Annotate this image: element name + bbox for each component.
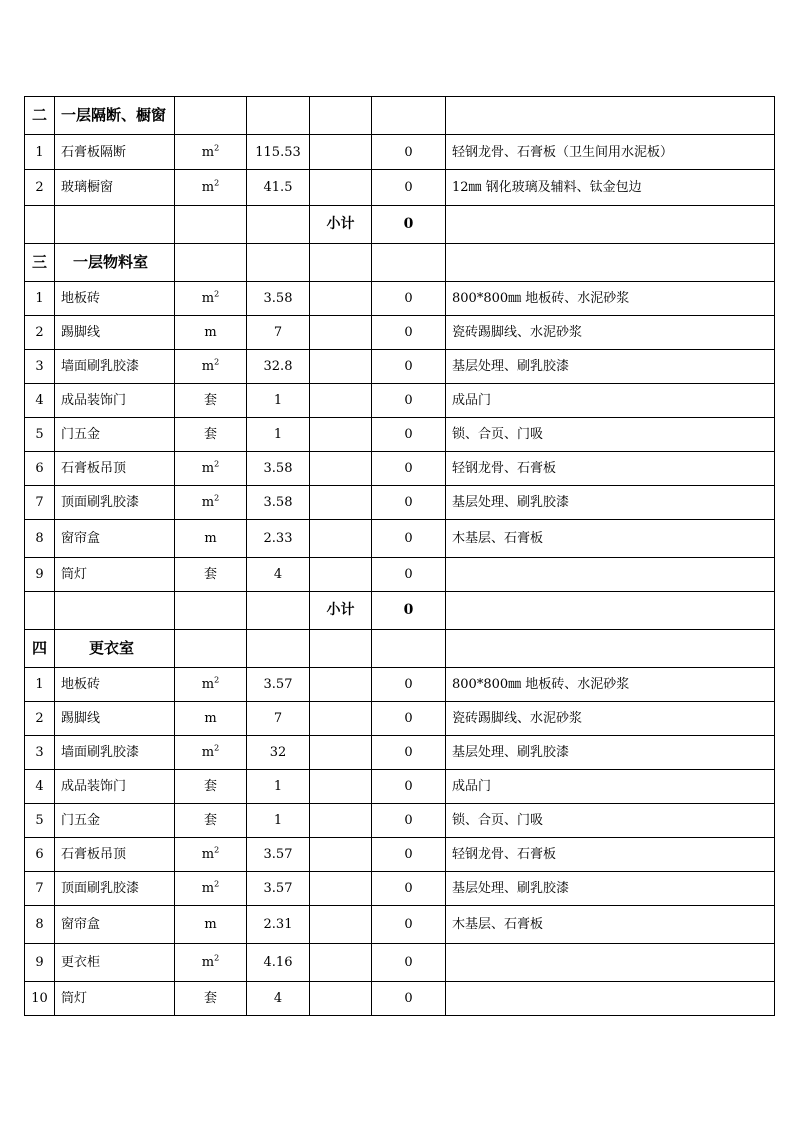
item-name: 筒灯	[55, 558, 175, 592]
item-qty: 1	[247, 804, 310, 838]
subtotal-label: 小计	[310, 592, 372, 630]
item-remark	[446, 944, 775, 982]
quotation-table	[24, 96, 775, 1016]
item-remark	[446, 982, 775, 1016]
table-row	[25, 736, 775, 770]
item-number: 10	[25, 982, 55, 1016]
subtotal-value: 0	[372, 592, 446, 630]
item-number: 8	[25, 520, 55, 558]
item-total: 0	[372, 316, 446, 350]
item-total: 0	[372, 702, 446, 736]
item-name: 墙面刷乳胶漆	[55, 736, 175, 770]
item-remark: 基层处理、刷乳胶漆	[446, 872, 775, 906]
item-price	[310, 170, 372, 206]
table-row	[25, 702, 775, 736]
item-price	[310, 668, 372, 702]
item-remark: 成品门	[446, 384, 775, 418]
item-name: 门五金	[55, 804, 175, 838]
section-number: 三	[25, 244, 55, 282]
item-total: 0	[372, 418, 446, 452]
item-qty: 4	[247, 982, 310, 1016]
item-name: 筒灯	[55, 982, 175, 1016]
item-qty: 1	[247, 384, 310, 418]
item-number: 7	[25, 486, 55, 520]
section-header-row	[25, 630, 775, 668]
table-row	[25, 558, 775, 592]
item-name: 顶面刷乳胶漆	[55, 486, 175, 520]
table-row	[25, 982, 775, 1016]
item-unit: $m^2$	[175, 838, 247, 872]
item-name: 更衣柜	[55, 944, 175, 982]
item-remark: 瓷砖踢脚线、水泥砂浆	[446, 316, 775, 350]
table-row	[25, 350, 775, 384]
item-qty: 32.8	[247, 350, 310, 384]
item-unit: 套	[175, 418, 247, 452]
table-row	[25, 418, 775, 452]
section-title: 一层物料室	[55, 244, 175, 282]
item-total: 0	[372, 944, 446, 982]
item-price	[310, 838, 372, 872]
item-name: 成品装饰门	[55, 770, 175, 804]
item-price	[310, 736, 372, 770]
table-row	[25, 520, 775, 558]
item-price	[310, 316, 372, 350]
item-name: 门五金	[55, 418, 175, 452]
item-qty: 2.33	[247, 520, 310, 558]
item-total: 0	[372, 804, 446, 838]
item-number: 3	[25, 350, 55, 384]
item-total: 0	[372, 736, 446, 770]
item-total: 0	[372, 452, 446, 486]
table-row	[25, 944, 775, 982]
section-title: 更衣室	[55, 630, 175, 668]
item-unit: $m^2$	[175, 668, 247, 702]
item-unit: 套	[175, 804, 247, 838]
item-number: 2	[25, 170, 55, 206]
item-qty: 3.58	[247, 282, 310, 316]
item-name: 顶面刷乳胶漆	[55, 872, 175, 906]
item-price	[310, 558, 372, 592]
table-row	[25, 170, 775, 206]
item-remark: 轻钢龙骨、石膏板	[446, 452, 775, 486]
subtotal-value: 0	[372, 206, 446, 244]
item-number: 8	[25, 906, 55, 944]
table-row	[25, 668, 775, 702]
item-remark: 木基层、石膏板	[446, 520, 775, 558]
item-name: 石膏板隔断	[55, 135, 175, 170]
item-total: 0	[372, 906, 446, 944]
item-qty: 32	[247, 736, 310, 770]
item-price	[310, 982, 372, 1016]
table-row	[25, 135, 775, 170]
item-remark: 800*800㎜ 地板砖、水泥砂浆	[446, 668, 775, 702]
table-row	[25, 486, 775, 520]
item-name: 石膏板吊顶	[55, 452, 175, 486]
item-qty: 1	[247, 770, 310, 804]
item-number: 1	[25, 135, 55, 170]
item-number: 6	[25, 838, 55, 872]
item-unit: $m^2$	[175, 350, 247, 384]
item-price	[310, 906, 372, 944]
item-unit: m	[175, 702, 247, 736]
item-name: 地板砖	[55, 282, 175, 316]
item-remark: 瓷砖踢脚线、水泥砂浆	[446, 702, 775, 736]
table-row	[25, 316, 775, 350]
item-price	[310, 770, 372, 804]
item-qty: 115.53	[247, 135, 310, 170]
item-price	[310, 804, 372, 838]
item-price	[310, 282, 372, 316]
item-total: 0	[372, 384, 446, 418]
item-price	[310, 486, 372, 520]
item-remark: 基层处理、刷乳胶漆	[446, 350, 775, 384]
table-row	[25, 804, 775, 838]
item-unit: m	[175, 316, 247, 350]
item-number: 3	[25, 736, 55, 770]
item-unit: $m^2$	[175, 486, 247, 520]
item-qty: 4.16	[247, 944, 310, 982]
item-remark: 成品门	[446, 770, 775, 804]
section-number: 二	[25, 97, 55, 135]
subtotal-label: 小计	[310, 206, 372, 244]
item-unit: $m^2$	[175, 452, 247, 486]
item-number: 7	[25, 872, 55, 906]
item-qty: 3.57	[247, 668, 310, 702]
item-qty: 3.58	[247, 452, 310, 486]
item-name: 墙面刷乳胶漆	[55, 350, 175, 384]
item-remark: 800*800㎜ 地板砖、水泥砂浆	[446, 282, 775, 316]
item-qty: 2.31	[247, 906, 310, 944]
item-number: 2	[25, 702, 55, 736]
item-name: 玻璃橱窗	[55, 170, 175, 206]
item-remark: 轻钢龙骨、石膏板	[446, 838, 775, 872]
item-unit: m	[175, 520, 247, 558]
item-remark: 基层处理、刷乳胶漆	[446, 486, 775, 520]
table-row	[25, 282, 775, 316]
item-name: 踢脚线	[55, 702, 175, 736]
item-price	[310, 135, 372, 170]
item-total: 0	[372, 872, 446, 906]
item-name: 石膏板吊顶	[55, 838, 175, 872]
table-row	[25, 906, 775, 944]
item-qty: 7	[247, 316, 310, 350]
item-total: 0	[372, 135, 446, 170]
item-price	[310, 384, 372, 418]
item-qty: 1	[247, 418, 310, 452]
item-price	[310, 872, 372, 906]
item-total: 0	[372, 282, 446, 316]
item-unit: 套	[175, 770, 247, 804]
section-header-row	[25, 97, 775, 135]
item-total: 0	[372, 350, 446, 384]
item-name: 窗帘盒	[55, 520, 175, 558]
item-unit: $m^2$	[175, 736, 247, 770]
item-number: 6	[25, 452, 55, 486]
item-number: 1	[25, 668, 55, 702]
item-remark: 锁、合页、门吸	[446, 804, 775, 838]
item-name: 地板砖	[55, 668, 175, 702]
item-unit: 套	[175, 384, 247, 418]
item-qty: 4	[247, 558, 310, 592]
item-total: 0	[372, 170, 446, 206]
item-unit: $m^2$	[175, 872, 247, 906]
item-name: 踢脚线	[55, 316, 175, 350]
item-number: 5	[25, 804, 55, 838]
item-number: 2	[25, 316, 55, 350]
section-title: 一层隔断、橱窗	[55, 97, 175, 135]
item-name: 窗帘盒	[55, 906, 175, 944]
item-price	[310, 350, 372, 384]
item-qty: 41.5	[247, 170, 310, 206]
item-number: 1	[25, 282, 55, 316]
subtotal-row	[25, 592, 775, 630]
section-number: 四	[25, 630, 55, 668]
item-unit: $m^2$	[175, 135, 247, 170]
item-price	[310, 452, 372, 486]
item-number: 9	[25, 944, 55, 982]
item-name: 成品装饰门	[55, 384, 175, 418]
item-total: 0	[372, 486, 446, 520]
item-number: 9	[25, 558, 55, 592]
item-unit: $m^2$	[175, 944, 247, 982]
item-unit: $m^2$	[175, 282, 247, 316]
subtotal-row	[25, 206, 775, 244]
table-row	[25, 452, 775, 486]
table-row	[25, 838, 775, 872]
item-price	[310, 702, 372, 736]
item-number: 4	[25, 384, 55, 418]
item-total: 0	[372, 558, 446, 592]
item-number: 4	[25, 770, 55, 804]
item-total: 0	[372, 838, 446, 872]
item-remark: 基层处理、刷乳胶漆	[446, 736, 775, 770]
table-row	[25, 872, 775, 906]
item-qty: 7	[247, 702, 310, 736]
item-unit: 套	[175, 558, 247, 592]
item-price	[310, 944, 372, 982]
item-total: 0	[372, 668, 446, 702]
item-total: 0	[372, 982, 446, 1016]
table-row	[25, 770, 775, 804]
section-header-row	[25, 244, 775, 282]
item-remark	[446, 558, 775, 592]
item-total: 0	[372, 520, 446, 558]
item-unit: $m^2$	[175, 170, 247, 206]
item-remark: 12㎜ 钢化玻璃及辅料、钛金包边	[446, 170, 775, 206]
item-qty: 3.57	[247, 838, 310, 872]
item-number: 5	[25, 418, 55, 452]
item-unit: m	[175, 906, 247, 944]
item-total: 0	[372, 770, 446, 804]
item-remark: 木基层、石膏板	[446, 906, 775, 944]
item-remark: 锁、合页、门吸	[446, 418, 775, 452]
item-remark: 轻钢龙骨、石膏板（卫生间用水泥板）	[446, 135, 775, 170]
table-row	[25, 384, 775, 418]
item-unit: 套	[175, 982, 247, 1016]
item-qty: 3.57	[247, 872, 310, 906]
item-price	[310, 520, 372, 558]
item-qty: 3.58	[247, 486, 310, 520]
item-price	[310, 418, 372, 452]
